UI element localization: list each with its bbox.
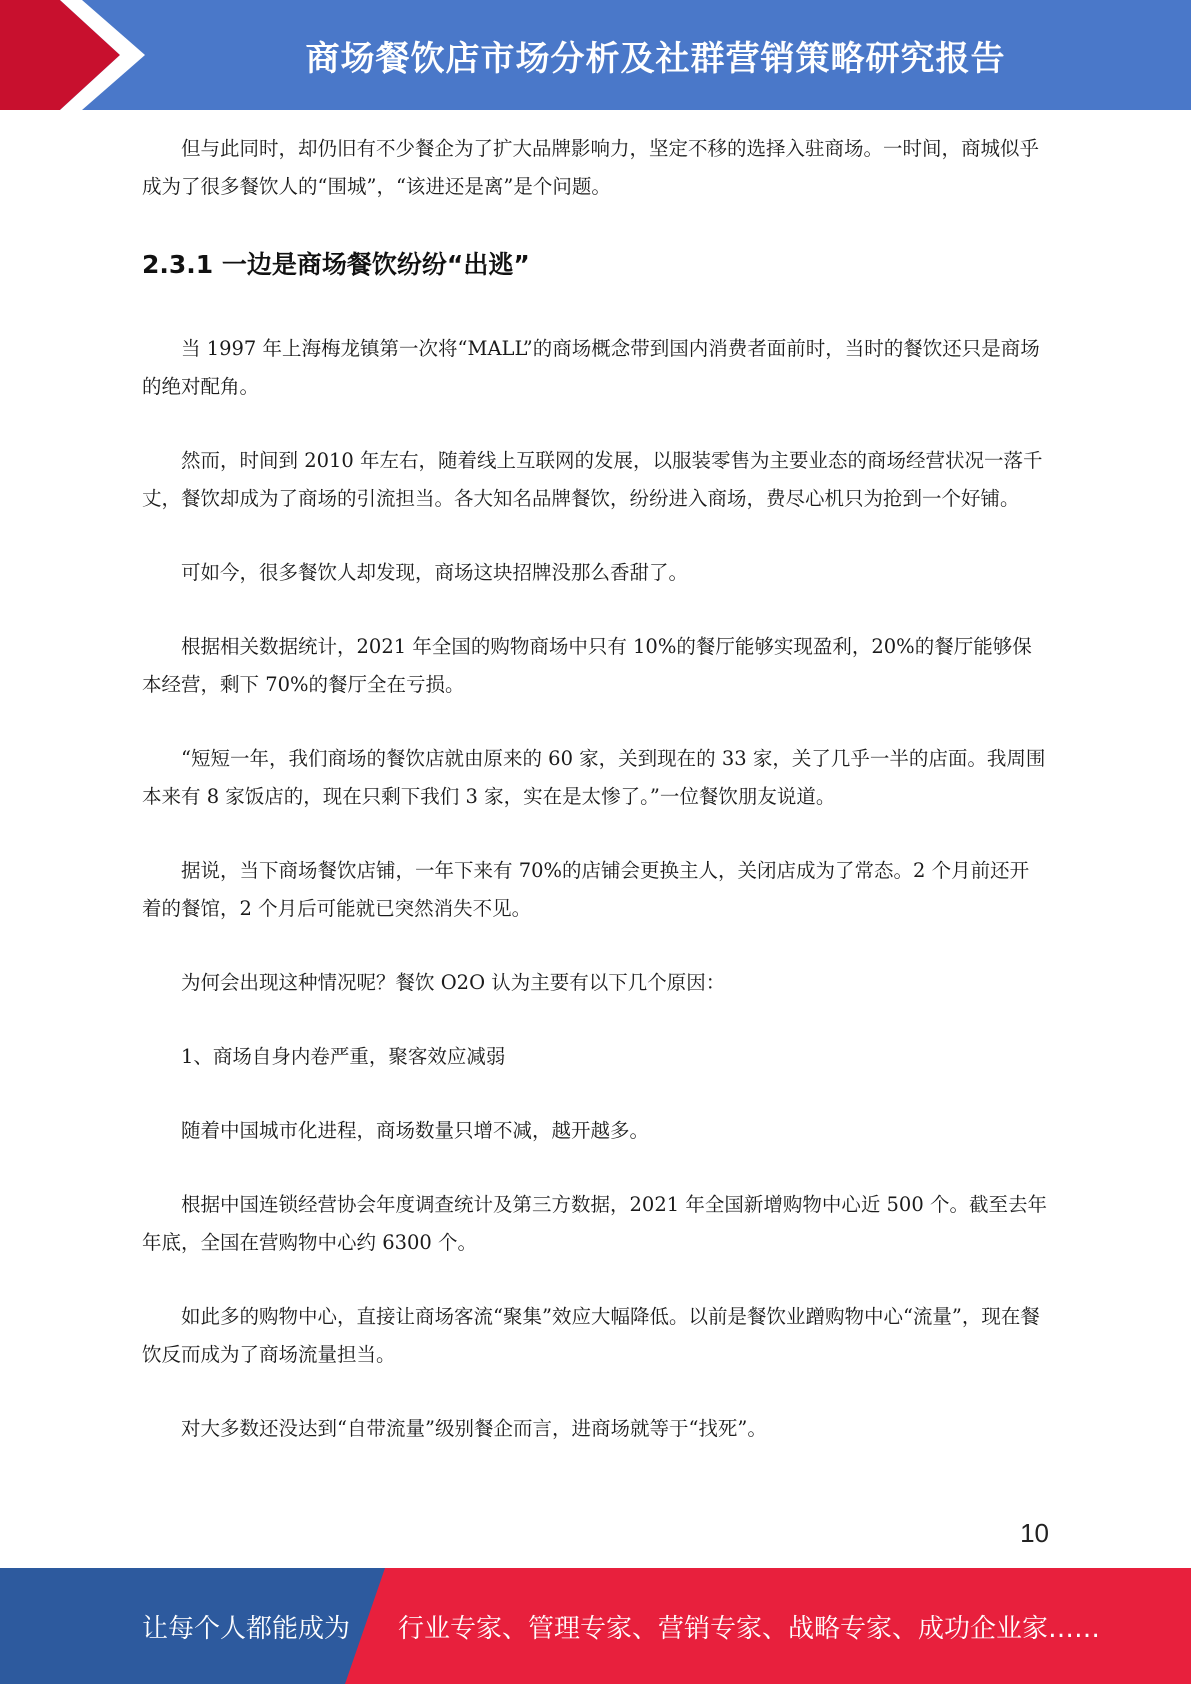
body-paragraph: 随着中国城市化进程，商场数量只增不减，越开越多。 <box>181 1119 650 1142</box>
page-content <box>142 130 1047 1448</box>
list-item-heading: 1、商场自身内卷严重，聚客效应减弱 <box>181 1045 506 1068</box>
page-header <box>0 0 1191 110</box>
body-paragraph: “短短一年，我们商场的餐饮店就由原来的 60 家，关到现在的 33 家，关了几乎一半的店面。我周围本来有 8 家饭店的，现在只剩下我们 3 家，实在是太惨了。”一位餐饮朋友说道。 <box>142 747 1046 808</box>
body-paragraph: 为何会出现这种情况呢？餐饮 O2O 认为主要有以下几个原因： <box>181 971 726 994</box>
page-footer <box>0 1568 1191 1684</box>
body-paragraph: 根据相关数据统计，2021 年全国的购物商场中只有 10%的餐厅能够实现盈利，20%的餐厅能够保本经营，剩下 70%的餐厅全在亏损。 <box>142 635 1032 696</box>
body-paragraph: 当 1997 年上海梅龙镇第一次将“MALL”的商场概念带到国内消费者面前时，当时的餐饮还只是商场的绝对配角。 <box>142 337 1040 398</box>
footer-slogan-left: 让每个人都能成为 <box>142 1613 351 1644</box>
page-number: 10 <box>1020 1518 1049 1548</box>
body-paragraph: 可如今，很多餐饮人却发现，商场这块招牌没那么香甜了。 <box>181 561 689 584</box>
body-paragraph: 对大多数还没达到“自带流量”级别餐企而言，进商场就等于“找死”。 <box>181 1417 767 1440</box>
footer-slogan-right: 行业专家、管理专家、营销专家、战略专家、成功企业家…… <box>398 1613 1101 1644</box>
body-paragraph: 据说，当下商场餐饮店铺，一年下来有 70%的店铺会更换主人，关闭店成为了常态。2 个月前还开着的餐馆，2 个月后可能就已突然消失不见。 <box>142 859 1030 920</box>
body-paragraph: 根据中国连锁经营协会年度调查统计及第三方数据，2021 年全国新增购物中心近 500 个。截至去年年底，全国在营购物中心约 6300 个。 <box>142 1193 1047 1254</box>
body-paragraph: 然而，时间到 2010 年左右，随着线上互联网的发展，以服装零售为主要业态的商场经营状况一落千丈，餐饮却成为了商场的引流担当。各大知名品牌餐饮，纷纷进入商场，费尽心机只为抢到一个好铺。 <box>142 449 1043 510</box>
section-heading: 2.3.1 一边是商场餐饮纷纷“出逃” <box>142 250 530 279</box>
intro-paragraph: 但与此同时，却仍旧有不少餐企为了扩大品牌影响力，坚定不移的选择入驻商场。一时间，商城似乎成为了很多餐饮人的“围城”，“该进还是离”是个问题。 <box>142 137 1040 198</box>
report-title: 商场餐饮店市场分析及社群营销策略研究报告 <box>305 38 1006 79</box>
body-paragraph: 如此多的购物中心，直接让商场客流“聚集”效应大幅降低。以前是餐饮业蹭购物中心“流量”，现在餐饮反而成为了商场流量担当。 <box>142 1305 1040 1366</box>
